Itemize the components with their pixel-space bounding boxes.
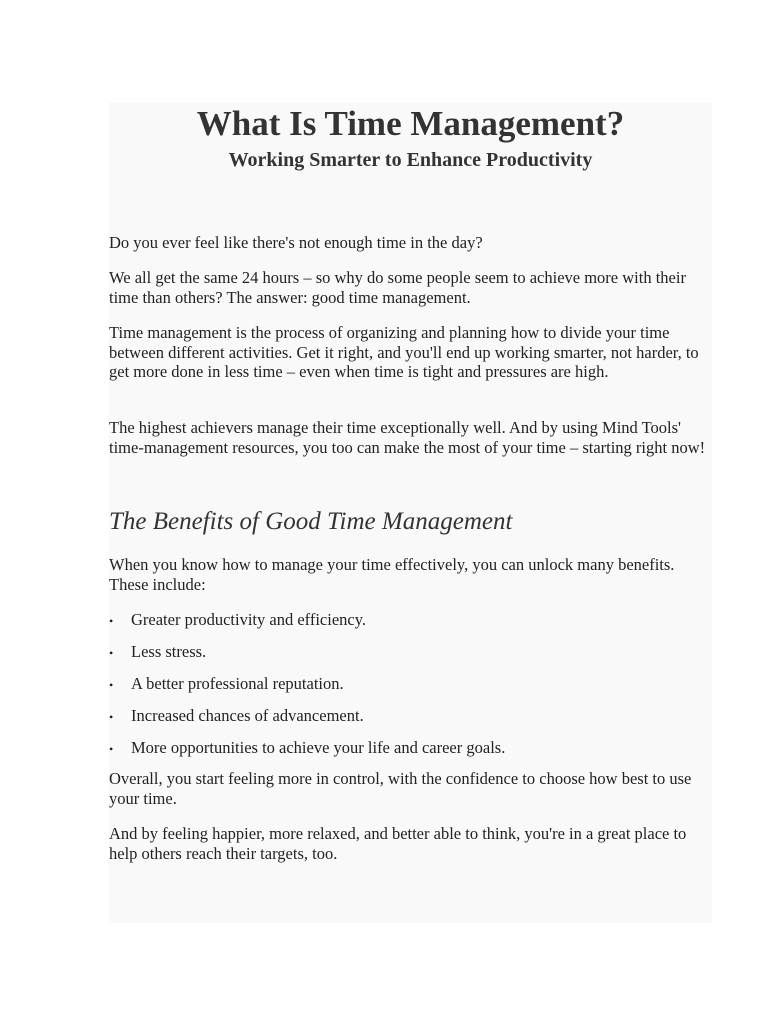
paragraph-help-others: And by feeling happier, more relaxed, and better able to think, you're in a great place to help others reach their targets, too. bbox=[109, 824, 687, 863]
bullet-icon: • bbox=[109, 742, 114, 756]
bullet-icon: • bbox=[109, 678, 114, 692]
list-item-text: Greater productivity and efficiency. bbox=[131, 610, 367, 629]
list-item-text: More opportunities to achieve your life and career goals. bbox=[131, 738, 506, 757]
article-content bbox=[109, 102, 712, 863]
list-item-text: Increased chances of advancement. bbox=[131, 706, 364, 725]
paragraph-overall-control: Overall, you start feeling more in control, with the confidence to choose how best to use your time. bbox=[109, 769, 692, 808]
paragraph-same-hours: We all get the same 24 hours – so why do some people seem to achieve more with their time than others? The answer: good time management. bbox=[109, 268, 686, 307]
bullet-icon: • bbox=[109, 710, 114, 724]
list-item bbox=[109, 706, 712, 738]
paragraph-high-achievers: The highest achievers manage their time exceptionally well. And by using Mind Tools' time-management resources, you too can make the most of your time – starting right now! bbox=[109, 418, 706, 457]
list-item bbox=[109, 738, 712, 770]
list-item bbox=[109, 674, 712, 706]
list-item bbox=[109, 610, 712, 642]
list-item-text: Less stress. bbox=[131, 642, 207, 661]
bullet-icon: • bbox=[109, 614, 114, 628]
bullet-icon: • bbox=[109, 646, 114, 660]
paragraph-definition: Time management is the process of organizing and planning how to divide your time between different activities. Get it right, and you'll end up working smarter, not harder, to get more done in less time – even when time is tight and pressures are high. bbox=[109, 323, 699, 382]
paragraph-benefits-intro: When you know how to manage your time effectively, you can unlock many benefits. These include: bbox=[109, 555, 675, 594]
section-heading-benefits: The Benefits of Good Time Management bbox=[109, 508, 513, 535]
page-title: What Is Time Management? bbox=[196, 104, 625, 143]
benefits-list bbox=[109, 610, 712, 770]
paragraph-intro-question: Do you ever feel like there's not enough time in the day? bbox=[109, 233, 483, 252]
page-subtitle: Working Smarter to Enhance Productivity bbox=[228, 149, 593, 171]
list-item bbox=[109, 642, 712, 674]
list-item-text: A better professional reputation. bbox=[131, 674, 344, 693]
